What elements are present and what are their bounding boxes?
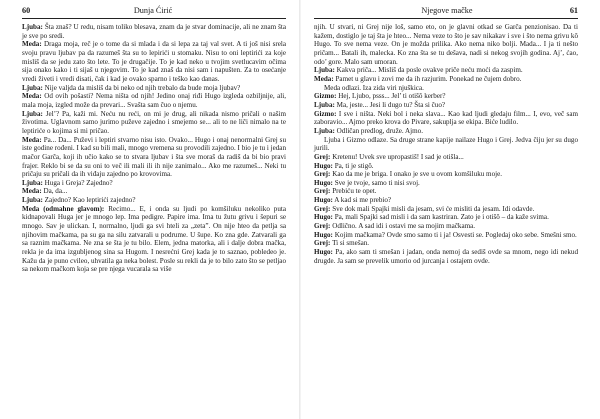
dialogue-text: A kad si me prebio? — [332, 196, 392, 205]
dialogue-text: Pa... Da... Puževi i leptiri stvarno nisu isto. Ovako... Hugo i onaj nenormalni Grej su iste godine rođeni. I kad su bili mali, mnogo vremena su provodili zajedno. I bio je tu i jedan mačor Garča, koji ih učio kako se to stvara ljubav i šta sve moraš da radiš da bi bio pravi frajer. Reklo bi se da su oni to več ili mali ili ih nije zanimalo... Ako me razumeš... Neki tu pričaju su pričali da ih viđaju zajedno po krovovima. — [22, 135, 286, 179]
dialogue-text: Pa, mali Spajki sad misli i da sam kastriran. Zato je i otišô – da kaže svima. — [332, 213, 549, 222]
dialogue-text: Od ovih pošasti? Nema ništa od njih! Jedino onaj riđi Hugo izgleda ozbiljnije, ali, mala moja, izgled može da prevari... Svašta sam čuo o njemu. — [22, 92, 286, 109]
speaker-name: Hugo: — [314, 178, 333, 187]
dialogue-paragraph — [314, 162, 578, 171]
dialogue-paragraph — [314, 231, 578, 240]
dialogue-paragraph — [314, 170, 578, 179]
dialogue-paragraph — [314, 248, 578, 265]
dialogue-paragraph — [22, 40, 286, 83]
speaker-name: Hugo: — [314, 230, 333, 239]
speaker-name: Grej: — [314, 204, 331, 213]
dialogue-text: njih. U stvari, ni Grej nije loš, samo eto, on je glavni otkad se Garča penzionisao. Da ti kažem, dostiglo je taj šta je hteo... Nema veze to što je sav nikakav i sve i što nema grivu kô Hugo. To sve nema veze. On je možda prilika. Ako nema niko bolji. Mada... I ja ti nešto pričam... Batali ih, malecka. Ko zna šta se tu dešava, nadi si nekog svojih godina. Aj’, ćao, odo’ gore. Malo sam umoran. — [314, 23, 578, 66]
speaker-name: Ljuba: — [314, 126, 335, 135]
dialogue-text: Da, da... — [41, 187, 68, 196]
speaker-name: Hugo: — [314, 161, 333, 170]
dialogue-paragraph — [314, 66, 578, 75]
dialogue-paragraph — [314, 110, 578, 127]
speaker-name: Ljuba: — [22, 109, 43, 118]
dialogue-paragraph — [22, 23, 286, 40]
dialogue-paragraph — [314, 127, 578, 136]
speaker-name: Meda: — [22, 187, 42, 196]
dialogue-text: Draga moja, reč je o tome da si mlada i da si lepa za taj val svet. A ti još nisi srela svoju pravu ljubav pa da razumeš šta su to lepirići u stomaku. Nisu to oni leptirići za koje misliš da se jedu zato što lete. To je drugačije. To je kad neko u tvojim svetlucavim očima sija onako kako i ti sijaš u njegovim. To je kad znaš da nisi sam i napušten. Za to osećanje vredi živeti i vredi disati, čak i kad je ovako sparno i teško kao danas. — [22, 40, 286, 83]
dialogue-paragraph — [22, 92, 286, 109]
speaker-name: Meda (odmahne glavom): — [22, 204, 105, 213]
speaker-name: Hugo: — [314, 213, 333, 222]
dialogue-paragraph — [22, 179, 286, 188]
dialogue-paragraph — [314, 196, 578, 205]
dialogue-text: Nije valjda da misliš da bi neko od njih trebalo da bude moja ljubav? — [42, 83, 241, 92]
dialogue-paragraph — [314, 23, 578, 66]
dialogue-paragraph — [22, 136, 286, 179]
dialogue-paragraph — [314, 101, 578, 110]
dialogue-paragraph — [314, 222, 578, 231]
speaker-name: Ljuba: — [22, 23, 43, 31]
dialogue-paragraph — [314, 92, 578, 101]
dialogue-text: Sve je tvoje, samo ti nisi svoj. — [332, 178, 420, 187]
dialogue-text: Zajedno? Kao leptirići zajedno? — [42, 196, 136, 205]
left-page-number: 60 — [22, 6, 31, 15]
dialogue-text: Odlično. A sad idi i ostavi me sa mojim mačkama. — [330, 222, 476, 231]
right-page-body — [314, 23, 578, 265]
speaker-name: Grej: — [314, 170, 331, 179]
dialogue-text: Hej, Ljubo, psss... Jel’ ti otišô kerber? — [336, 92, 446, 101]
speaker-name: Hugo: — [314, 196, 333, 205]
speaker-name: Gizmo: — [314, 109, 337, 118]
dialogue-paragraph — [314, 179, 578, 188]
left-page-body — [22, 23, 286, 274]
dialogue-text: Recimo... E, i onda su ljudi po komšiluku nekoliko puta kidnapovali Huga jer je mnogo lep. Ima pedigre. Papire ima. Ima tu žutu grivu i šepuri se mnogo. Sav je ulickan. I, normalno, ljudi ga svi hteli za „zeta”. On nije hteo da petlja sa njihovim mačkama, pa su ga na silu zatvarali u podrume. U šupe. Ko zna gde. Zatvarali ga sa raznim mačkama. Ne zna se šta je tu bilo. Elem, jedna matorka, ali i dalje dobra mačka, rekla je da ima izgubljenog sina sa Hugom. I nesrećni Grej kada je to saznao, pobledeo je. Kažu da je puno cvileo, uhvatila ga neka bolest. Posle su rekli da je to bilo zato što se petljao sa nekom mačkom koja se pre njega vucarala sa više — [22, 204, 286, 274]
dialogue-paragraph — [22, 196, 286, 205]
dialogue-text: Prebiću te opet. — [330, 187, 377, 196]
dialogue-paragraph — [314, 205, 578, 214]
speaker-name: Grej: — [314, 222, 331, 231]
dialogue-text: Sve dok mali Spajki misli da jesam, svi će misliti da jesam. Idi odavde. — [330, 204, 535, 213]
speaker-name: Grej: — [314, 239, 331, 248]
speaker-name: Grej: — [314, 187, 331, 196]
dialogue-paragraph — [22, 84, 286, 93]
speaker-name: Meda: — [22, 40, 42, 49]
dialogue-text: Odličan predlog, druže. Ajmo. — [334, 126, 423, 135]
speaker-name: Grej: — [314, 152, 331, 161]
dialogue-paragraph — [314, 136, 578, 153]
dialogue-text: Ma, jeste... Jesi li dugo tu? Šta si čuo? — [334, 100, 446, 109]
right-running-head — [314, 6, 578, 19]
speaker-name: Ljuba: — [22, 178, 43, 187]
dialogue-text: Kretenu! Uvek sve upropastiš! I sad je otišla... — [330, 152, 464, 161]
dialogue-text: I sve i ništa. Neki bol i neka slava... Kao kad ljudi gledaju film... I, evo, več sam zaboravio... Ajmo preko krova do Pivare, sakuplja se ekipa. Biće ludilo. — [314, 109, 578, 127]
right-page — [300, 0, 600, 419]
dialogue-paragraph — [22, 205, 286, 274]
dialogue-paragraph — [314, 239, 578, 248]
speaker-name: Ljuba: — [22, 83, 43, 92]
dialogue-text: Ti si smešan. — [330, 239, 370, 248]
dialogue-text: Ljuba i Gizmo odlaze. Sa druge strane kapije nailaze Hugo i Grej. Jedva čiju jer su dugo jurili. — [314, 135, 578, 153]
dialogue-paragraph — [22, 110, 286, 136]
speaker-name: Meda: — [22, 92, 42, 101]
dialogue-text: Pa, ako sam ti smešan i jadan, onda nemoj da sediš ovde sa mnom, nego idi nekud drugde. Ja sam se prevelik umorio od jurcanja i ostajem ovde. — [314, 248, 578, 265]
speaker-name: Meda: — [314, 74, 334, 83]
dialogue-paragraph — [314, 213, 578, 222]
dialogue-text: Pamet u glavu i zovi me da ih razjurim. Ponekad ne čujem dobro. — [333, 74, 522, 83]
left-running-head — [22, 6, 286, 19]
dialogue-text: Kakva priča... Misliš da posle ovakve priče neću moći da zaspim. — [334, 66, 523, 75]
speaker-name: Gizmo: — [314, 92, 337, 101]
dialogue-text: Šta znaš? U redu, nisam toliko blesava, znam da je stvar dominacije, ali ne znam šta je sve po sredi. — [22, 23, 286, 40]
dialogue-paragraph — [314, 187, 578, 196]
speaker-name: Ljuba: — [22, 196, 43, 205]
dialogue-paragraph — [22, 187, 286, 196]
speaker-name: Meda: — [22, 135, 42, 144]
dialogue-text: Meda odlazi. Iza zida viri njuškica. — [324, 83, 424, 92]
dialogue-paragraph — [314, 84, 578, 93]
right-running-title: Njegove mačke — [421, 6, 473, 15]
left-running-title: Dunja Ćirić — [133, 6, 173, 15]
speaker-name: Ljuba: — [314, 100, 335, 109]
dialogue-text: Huga i Greja? Zajedno? — [42, 178, 113, 187]
right-page-number: 61 — [569, 6, 578, 15]
dialogue-text: Kojim mačkama? Ovde smo samo ti i ja! Osvesti se. Pogledaj oko sebe. Smešni smo. — [332, 230, 577, 239]
speaker-name: Hugo: — [314, 248, 333, 257]
speaker-name: Ljuba: — [314, 66, 335, 75]
dialogue-paragraph — [314, 153, 578, 162]
dialogue-paragraph — [314, 75, 578, 84]
dialogue-text: Kao da me je briga. I onako je sve u ovom komšiluku moje. — [330, 170, 503, 179]
dialogue-text: Jel’? Pa, kaži mi. Neću nu reći, on mi je drug, ali nikada nismo pričali o našim životima. Uglavnom samo jurimo puževe zajedno i smejemo se... ali to ne liči nimalo na te leptiriće o kojima si mi pričao. — [22, 109, 286, 135]
dialogue-text: Pa, ti je stigô. — [332, 161, 374, 170]
